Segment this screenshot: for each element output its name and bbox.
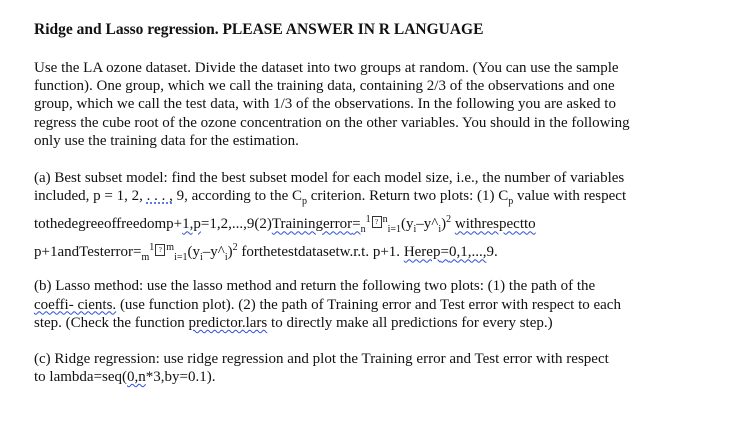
text-fragment: to lambda=seq( [34, 369, 128, 386]
intro-line: function). One group, which we call the training data, containing 2/3 of the observations and one [34, 78, 615, 95]
superscript: n [382, 214, 388, 226]
text-fragment: ) [441, 216, 447, 233]
text-fragment: to directly make all predictions for every step.) [267, 314, 553, 331]
text-fragment: *3,by=0.1). [145, 369, 216, 386]
subscript: i [224, 252, 228, 264]
text-fragment: ) [227, 244, 233, 261]
text-fragment: step. (Check the function [34, 314, 189, 331]
subscript: i=1 [174, 252, 188, 264]
subscript: m [141, 252, 150, 264]
subscript: i [413, 224, 417, 236]
part-b-paragraph [34, 277, 714, 332]
spellcheck-word: 0,1,..., [448, 244, 487, 261]
spellcheck-word: coeffi- cients. [34, 296, 117, 313]
formula-training-error [34, 214, 714, 234]
spellcheck-word: = [352, 216, 361, 233]
text-fragment: tothedegreeoffreedomp+ [34, 216, 183, 233]
part-a-line-2 [34, 187, 714, 208]
part-b-line-2 [34, 296, 714, 314]
superscript: m [166, 242, 175, 254]
text-fragment: –y^ [416, 216, 439, 233]
text-fragment: p+1andTesterror [34, 244, 134, 261]
superscript: 1 [365, 214, 371, 226]
text-fragment: (y [401, 216, 414, 233]
text-fragment: (y [187, 244, 200, 261]
document [34, 12, 714, 386]
spellcheck-word: predictor.lars [188, 314, 268, 331]
superscript: 2 [232, 242, 238, 254]
intro-line: only use the training data for the estimation. [34, 132, 299, 149]
part-b-line-1: (b) Lasso method: use the lasso method and return the following two plots: (1) the path of the [34, 278, 596, 295]
spellcheck-word: 0,n [127, 369, 146, 386]
text-fragment: forthetestdatasetw.r.t. p+1. [237, 244, 404, 261]
text-fragment: –y^ [202, 244, 225, 261]
subscript: i=1 [387, 224, 401, 236]
part-c-paragraph [34, 350, 714, 386]
spellcheck-word: 1,p [182, 216, 201, 233]
text-fragment: (use function plot). (2) the path of Training error and Test error with respect to each [116, 296, 621, 313]
part-b-line-3 [34, 314, 714, 332]
text-fragment: =1,2,...,9(2) [200, 216, 272, 233]
missing-glyph-icon: ? [372, 216, 382, 228]
subscript: i [200, 252, 203, 264]
part-c-line-2 [34, 368, 714, 386]
part-c-line-1: (c) Ridge regression: use ridge regression and plot the Training error and Test error with respect [34, 351, 609, 368]
text-fragment: value with respect [513, 188, 627, 205]
spellcheck-word: Trainingerror [271, 216, 353, 233]
subscript: n [360, 224, 366, 236]
part-a-paragraph [34, 169, 714, 262]
intro-line: Use the LA ozone dataset. Divide the dataset into two groups at random. (You can use the sample [34, 60, 619, 76]
spellcheck-word: Herep [403, 244, 441, 261]
part-a-line-1: (a) Best subset model: find the best subset model for each model size, i.e., the number of variables [34, 170, 625, 187]
superscript: 2 [446, 214, 452, 226]
subscript: i [438, 224, 442, 236]
text-fragment: included, p = 1, 2, [34, 188, 147, 205]
intro-line: regress the cube root of the ozone concentration on the other variables. You should in the following [34, 114, 630, 131]
subscript: p [508, 196, 514, 208]
formula-test-error [34, 242, 714, 262]
superscript: 1 [149, 242, 155, 254]
page-title: Ridge and Lasso regression. PLEASE ANSWER IN R LANGUAGE [34, 21, 484, 38]
text-fragment: criterion. Return two plots: (1) C [307, 188, 509, 205]
missing-glyph-icon: ? [155, 244, 165, 256]
text-fragment: 9. [486, 244, 498, 261]
ellipsis-dots: . . . , [146, 188, 173, 205]
text-fragment: = [133, 244, 142, 261]
spellcheck-word: withrespectto [454, 216, 536, 233]
spellcheck-word: = [440, 244, 449, 261]
intro-line: group, which we call the test data, with 1/3 of the observations. In the following you are asked to [34, 96, 616, 113]
text-fragment: 9, according to the C [172, 188, 303, 205]
subscript: p [302, 196, 308, 208]
intro-paragraph [34, 59, 714, 150]
